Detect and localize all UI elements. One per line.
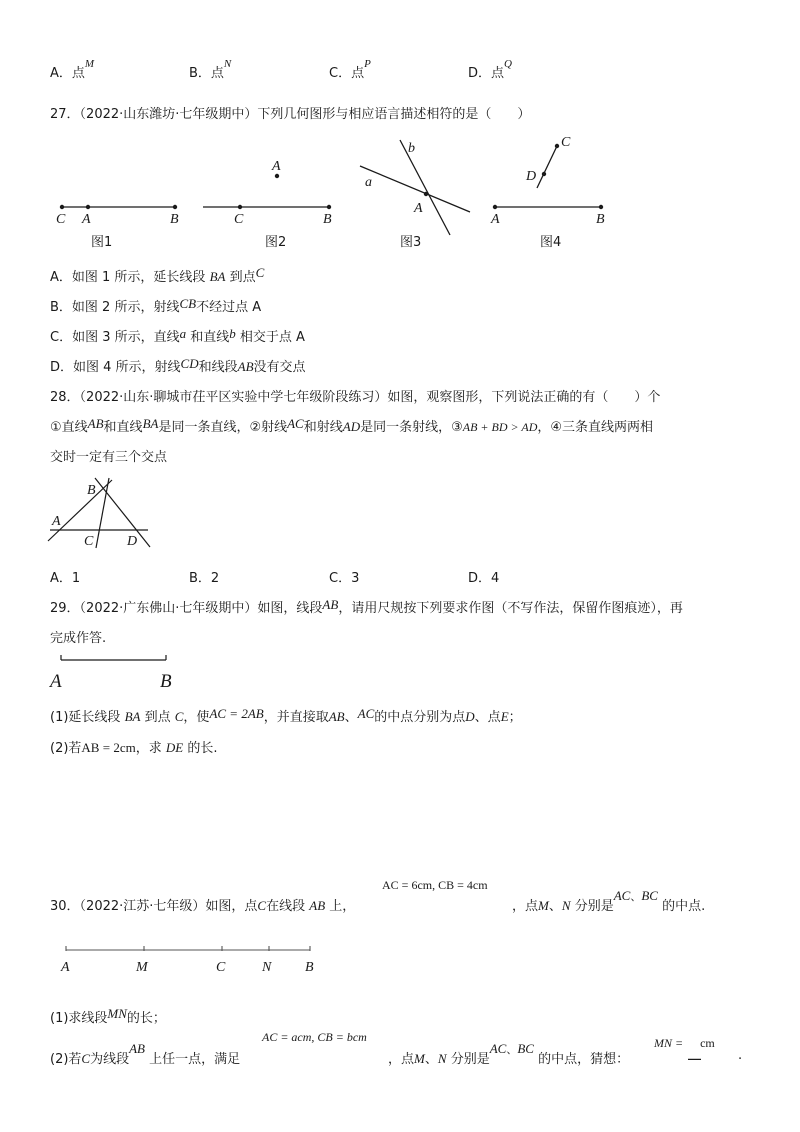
q28-source: （2022·山东·聊城市茌平区实验中学七年级阶段练习） bbox=[79, 390, 388, 405]
q30-p2-b: 为线段 bbox=[90, 1052, 130, 1067]
q29-question-a: 如图，线段 bbox=[257, 601, 323, 616]
fig2-label-b: B bbox=[323, 212, 332, 227]
q27-c-text3: 相交于点 A bbox=[239, 330, 305, 345]
q30-var-m: M bbox=[538, 898, 549, 913]
q29-p1-b: 到点 bbox=[144, 710, 171, 725]
q29-p1-v5: AC bbox=[357, 706, 375, 721]
q30-part2-end bbox=[738, 1048, 742, 1063]
q28-s5: 是同一条射线，③ bbox=[360, 420, 463, 435]
fig3-caption: 图3 bbox=[400, 235, 422, 250]
q27-d-text3: 没有交点 bbox=[253, 360, 306, 375]
q27-b-text: B．如图 2 所示，射线 bbox=[50, 300, 180, 315]
q30-p1-a: (1)求线段 bbox=[50, 1011, 108, 1026]
q29-p1-v3: AC = 2AB bbox=[209, 706, 264, 721]
q28-label-c: C bbox=[84, 534, 94, 549]
fig1-label-c: C bbox=[56, 212, 66, 227]
q27-a-text2: 到点 bbox=[229, 270, 256, 285]
q27-a-var1: BA bbox=[209, 269, 226, 284]
q27-c-text: C．如图 3 所示，直线 bbox=[50, 330, 180, 345]
q28-s3: 是同一条直线，②射线 bbox=[158, 420, 288, 435]
q30-stem-d: ，点 bbox=[512, 899, 539, 914]
q30-p2-h: 的中点，猜想： bbox=[538, 1052, 630, 1067]
q30-p2-f: 分别是 bbox=[450, 1052, 490, 1067]
q26-option-b-label: B．点 bbox=[189, 66, 224, 81]
q30-stem-f: 的中点. bbox=[662, 899, 706, 914]
fig1-caption: 图1 bbox=[91, 235, 113, 250]
q30-part2-right bbox=[388, 1041, 630, 1067]
q30-p2-eq: AC = acm, CB = bcm bbox=[262, 1030, 367, 1044]
q30-p2-end: . bbox=[738, 1048, 743, 1063]
q29-p1-v1: BA bbox=[124, 709, 141, 724]
q29-p2-v1: AB = 2cm bbox=[81, 740, 136, 755]
q26-option-b-var: N bbox=[223, 58, 232, 70]
q30-var-ac: AC bbox=[613, 888, 631, 903]
q28-number: 28． bbox=[50, 390, 80, 405]
q28-s6: ，④三条直线两两相 bbox=[537, 420, 654, 435]
fig2-caption: 图2 bbox=[265, 235, 287, 250]
q28-option-d-text: D．4 bbox=[468, 571, 500, 586]
fig1-label-a: A bbox=[82, 212, 91, 227]
q30-p2-c: 上任一点，满足 bbox=[149, 1052, 241, 1067]
fig4-label-b: B bbox=[596, 212, 605, 227]
q29-p1-e: 、 bbox=[344, 710, 358, 725]
q26-option-a-var: M bbox=[84, 58, 95, 70]
q28-v1: AB bbox=[87, 416, 104, 431]
q29-p1-c: ，使 bbox=[183, 710, 210, 725]
fig4-label-c: C bbox=[561, 135, 571, 150]
q27-d-var1: CD bbox=[180, 356, 199, 371]
q30-label-n: N bbox=[262, 960, 272, 975]
fig2-label-a: A bbox=[272, 159, 281, 174]
q30-label-m: M bbox=[136, 960, 148, 975]
q26-option-d-label: D．点 bbox=[468, 66, 505, 81]
q30-p2-g: 、 bbox=[506, 1043, 518, 1056]
q28-option-c-text: C．3 bbox=[329, 571, 360, 586]
q30-p2-v1: C bbox=[81, 1051, 91, 1066]
q30-p2-a: (2)若 bbox=[50, 1052, 82, 1067]
q28-question: 如图，观察图形，下列说法正确的有（ ）个 bbox=[387, 390, 661, 405]
q30-answer-blank[interactable] bbox=[688, 1046, 701, 1061]
q28-label-a: A bbox=[52, 514, 61, 529]
q30-label-b: B bbox=[305, 960, 314, 975]
q29-p1-v6: D bbox=[465, 709, 475, 724]
q28-s4: 和射线 bbox=[303, 420, 343, 435]
q27-b-text2: 不经过点 A bbox=[196, 300, 262, 315]
fig1-label-b: B bbox=[170, 212, 179, 227]
q30-number: 30． bbox=[50, 899, 80, 914]
q29-p2-b: ，求 bbox=[135, 741, 162, 756]
q28-v5: AB + BD > AD bbox=[462, 420, 538, 434]
q30-part1 bbox=[50, 1007, 166, 1026]
q30-var-c: C bbox=[257, 898, 267, 913]
q28-label-b: B bbox=[87, 483, 96, 498]
q29-p2-v2: DE bbox=[165, 740, 184, 755]
q28-s2: 和直线 bbox=[103, 420, 143, 435]
q29-label-b: B bbox=[160, 671, 172, 692]
q28-label-d: D bbox=[127, 534, 138, 549]
q29-p1-f: 的中点分别为点 bbox=[374, 710, 466, 725]
q26-option-c-label: C．点 bbox=[329, 66, 365, 81]
q27-question: 下列几何图形与相应语言描述相符的是（ ） bbox=[257, 107, 531, 122]
q27-c-var2: b bbox=[229, 326, 236, 341]
q29-p2-c: 的长. bbox=[187, 741, 218, 756]
q29-p1-v7: E bbox=[500, 709, 509, 724]
q29-number: 29． bbox=[50, 601, 80, 616]
fig4-label-d: D bbox=[526, 169, 537, 184]
q27-c-text2: 和直线 bbox=[190, 330, 230, 345]
fig4-caption: 图4 bbox=[540, 235, 562, 250]
q29-p1-a: (1)延长线段 bbox=[50, 710, 121, 725]
q30-part2 bbox=[50, 1041, 241, 1067]
q28-v3: AC bbox=[287, 416, 304, 431]
fig3-label-a-line: a bbox=[365, 175, 372, 190]
q30-label-a: A bbox=[61, 960, 70, 975]
q30-p2-v5: AC bbox=[489, 1041, 507, 1056]
q30-p2-d: ，点 bbox=[388, 1052, 415, 1067]
q27-number: 27． bbox=[50, 107, 80, 122]
q30-eq: AC = 6cm, CB = 4cm bbox=[382, 878, 488, 892]
q28-v2: BA bbox=[142, 416, 159, 431]
q30-p2-v2: AB bbox=[129, 1041, 145, 1056]
q26-option-c-var: P bbox=[364, 58, 371, 70]
q30-sep: 、 bbox=[548, 899, 562, 914]
q27-c-var1: a bbox=[179, 326, 187, 341]
q30-part2-eq bbox=[262, 1030, 367, 1045]
q29-source: （2022·广东佛山·七年级期中） bbox=[79, 601, 258, 616]
q26-option-a-label: A．点 bbox=[50, 66, 85, 81]
q30-p2-v6: BC bbox=[517, 1041, 534, 1056]
q30-var-n: N bbox=[561, 898, 571, 913]
q30-p2-v3: M bbox=[414, 1051, 425, 1066]
q28-line2: 交时一定有三个交点 bbox=[50, 450, 168, 465]
q30-stem-a: 如图，点 bbox=[205, 899, 258, 914]
q30-p2-v4: N bbox=[437, 1051, 447, 1066]
q30-var-ab: AB bbox=[309, 898, 326, 913]
q27-d-var2: AB bbox=[237, 359, 254, 374]
fig2-label-c: C bbox=[234, 212, 244, 227]
q29-p1-v2: C bbox=[174, 709, 184, 724]
q27-b-var1: CB bbox=[179, 296, 197, 311]
q30-sep2: 、 bbox=[630, 890, 642, 903]
q28-v4: AD bbox=[342, 419, 361, 434]
q29-line2: 完成作答. bbox=[50, 631, 107, 646]
q30-source: （2022·江苏·七年级） bbox=[79, 899, 206, 914]
q30-stem-b: 在线段 bbox=[266, 899, 306, 914]
q27-d-text: D．如图 4 所示，射线 bbox=[50, 360, 181, 375]
q30-var-bc: BC bbox=[641, 888, 658, 903]
q27-a-text: A．如图 1 所示，延长线段 bbox=[50, 270, 206, 285]
q28-s1: ①直线 bbox=[50, 420, 88, 435]
q30-stem-e: 分别是 bbox=[574, 899, 614, 914]
q26-option-d-var: Q bbox=[504, 58, 512, 70]
q29-question-b: ，请用尺规按下列要求作图（不写作法，保留作图痕迹），再 bbox=[338, 601, 683, 616]
q30-p1-b: 的长； bbox=[126, 1011, 166, 1026]
fig3-label-a-point: A bbox=[414, 201, 423, 216]
q30-label-c: C bbox=[216, 960, 226, 975]
fig3-label-b: b bbox=[408, 141, 415, 156]
q28-option-a-text: A．1 bbox=[50, 571, 81, 586]
q27-d-text2: 和线段 bbox=[198, 360, 238, 375]
q29-question-var: AB bbox=[322, 597, 339, 612]
q29-p1-g: 、点 bbox=[474, 710, 501, 725]
q29-p1-d: ，并直接取 bbox=[263, 710, 329, 725]
q27-source: （2022·山东潍坊·七年级期中） bbox=[79, 107, 258, 122]
q29-label-a: A bbox=[50, 671, 62, 692]
q29-p1-h: ； bbox=[508, 710, 522, 725]
q30-p2-blank: __ bbox=[688, 1046, 701, 1061]
q30-stem-c: 上， bbox=[329, 899, 356, 914]
fig4-label-a: A bbox=[491, 212, 500, 227]
q27-a-var2: C bbox=[255, 265, 265, 280]
q30-p2-unit: cm bbox=[700, 1036, 715, 1050]
q30-p1-v: MN bbox=[107, 1006, 127, 1021]
q30-p2-mn: MN = bbox=[654, 1036, 684, 1050]
q29-p2-a: (2)若 bbox=[50, 741, 82, 756]
q30-p2-e: 、 bbox=[424, 1052, 438, 1067]
q28-option-b-text: B．2 bbox=[189, 571, 220, 586]
q30-part2-mn bbox=[654, 1036, 715, 1051]
q29-p1-v4: AB bbox=[328, 709, 345, 724]
